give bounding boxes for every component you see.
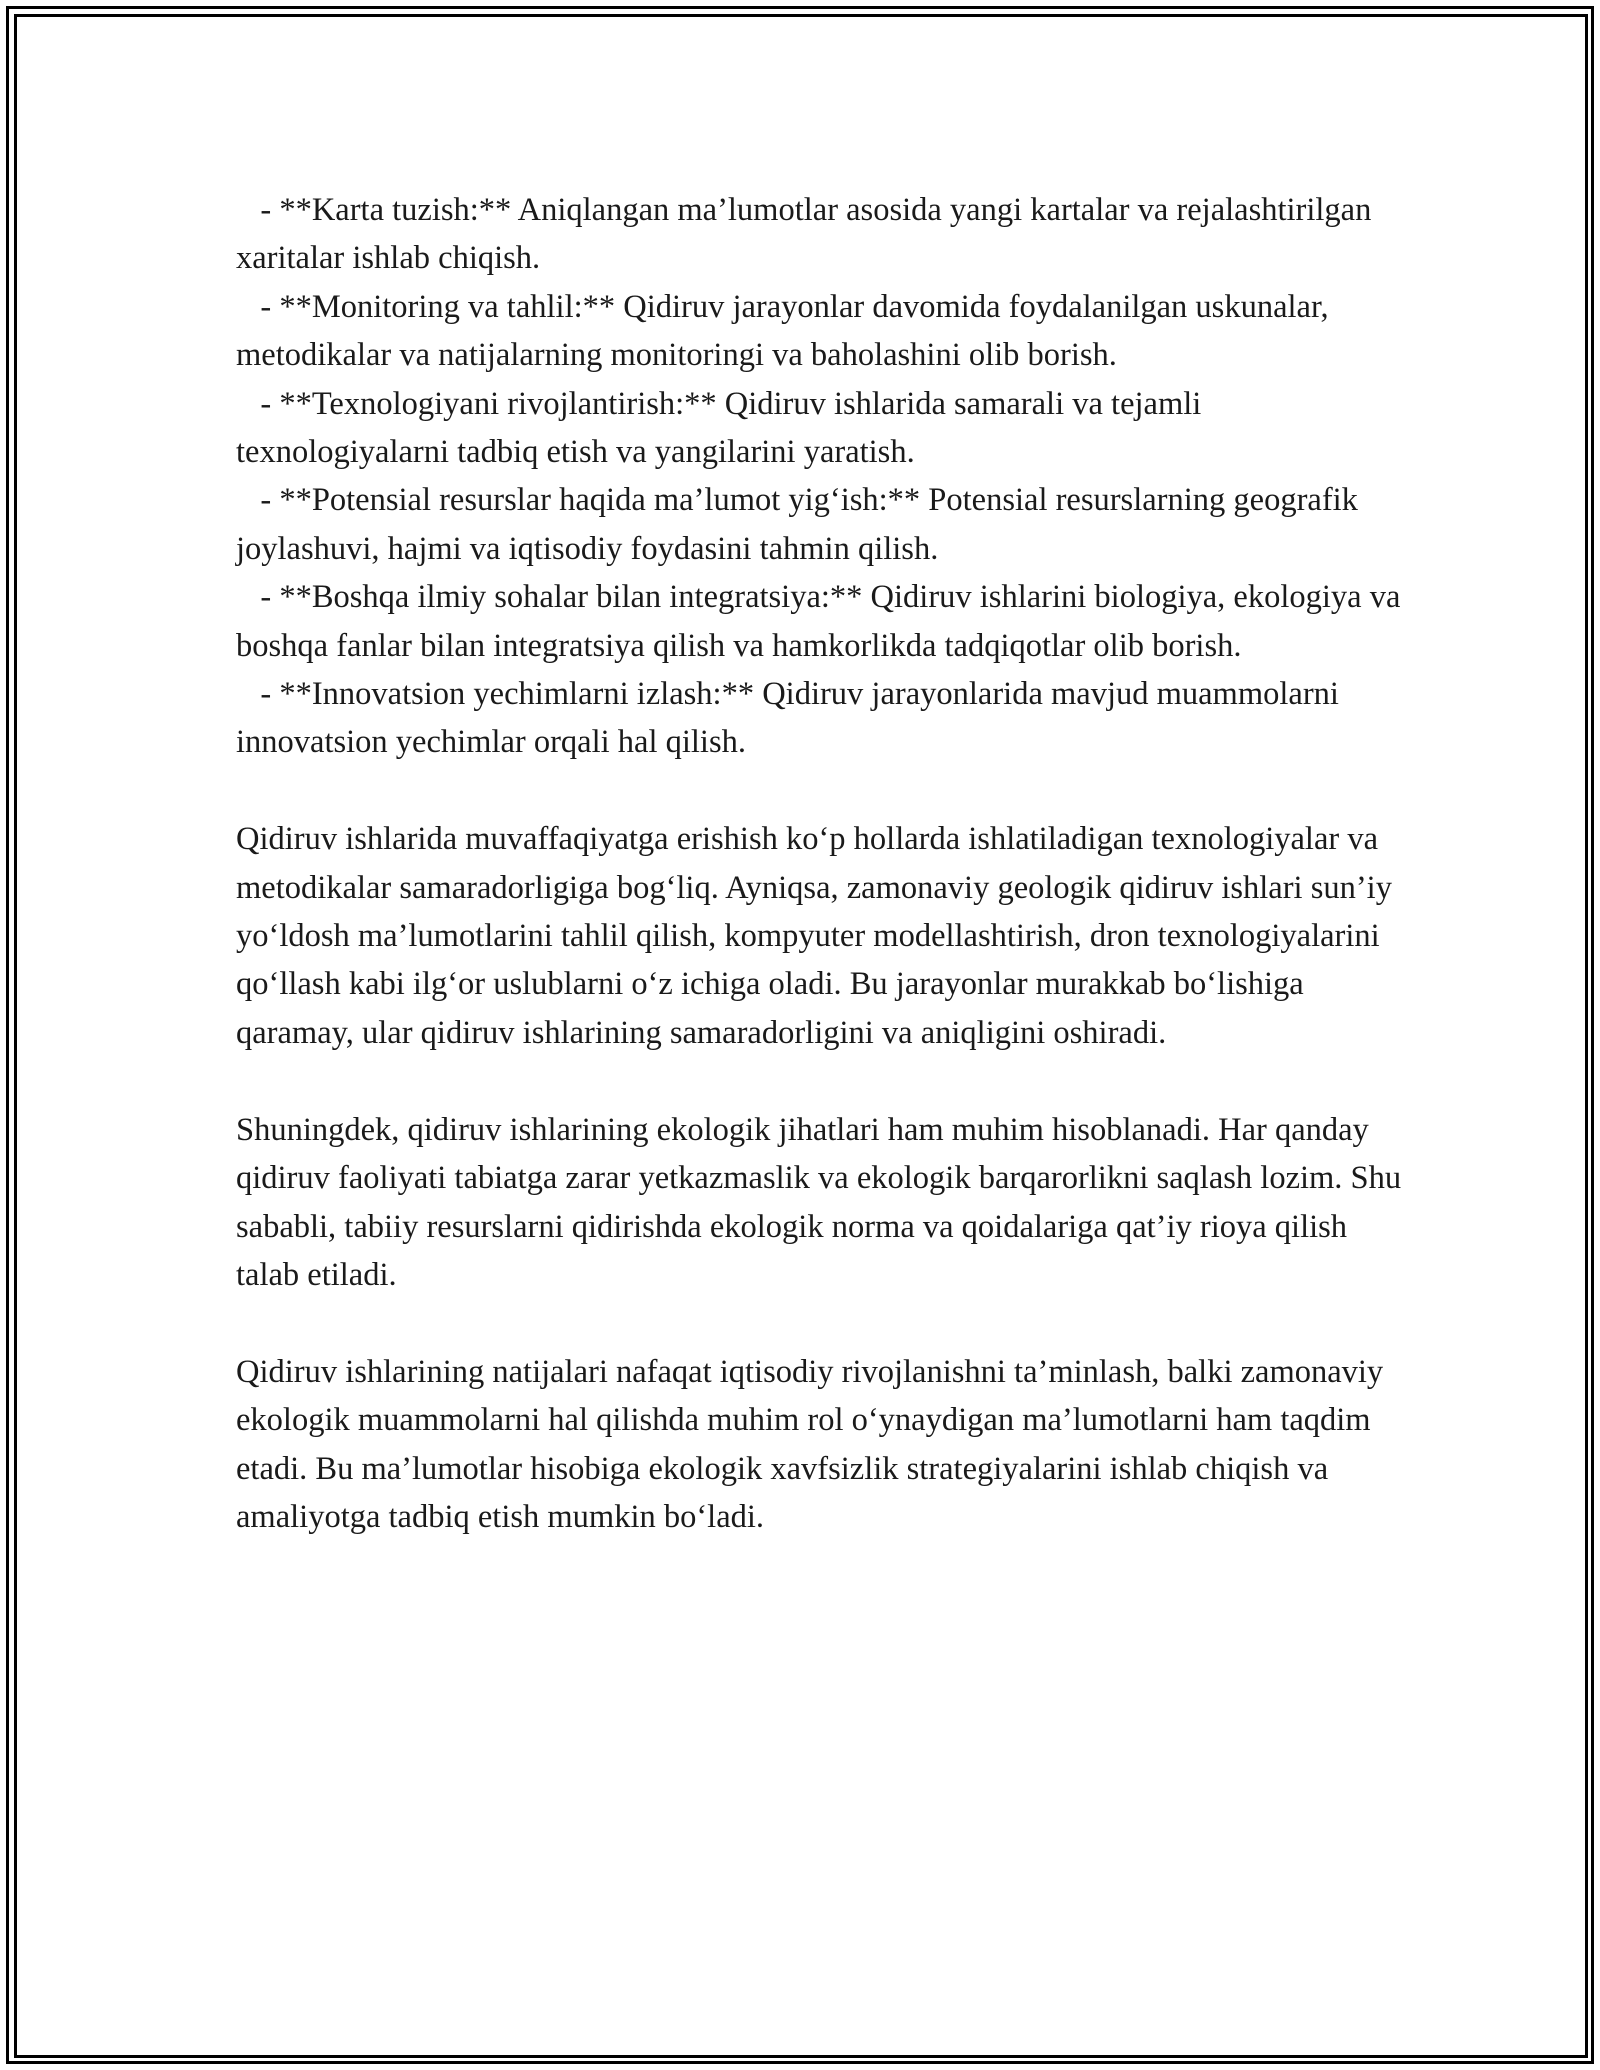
bullet-item-innovatsion: - **Innovatsion yechimlarni izlash:** Qidiruv jarayonlarida mavjud muammolarni innovatsion yechimlar orqali hal qilish. — [236, 676, 1348, 761]
paragraph-texnologiyalar: Qidiruv ishlarida muvaffaqiyatga erishish ko‘p hollarda ishlatiladigan texnologiyalar va metodikalar samaradorligiga bog‘liq. Ayniqsa, zamonaviy geologik qidiruv ishlari sun’iy yo‘ldosh ma’lumotlarini tahlil qilish, kompyuter modellashtirish, dron texnologiyalarini qo‘llash kabi ilg‘or uslublarni o‘z ichiga oladi. Bu jarayonlar murakkab bo‘lishiga qaramay, ular qidiruv ishlarining samaradorligini va aniqligini oshiradi. — [236, 821, 1392, 1051]
bullet-item-potensial-resurslar: - **Potensial resurslar haqida ma’lumot yig‘ish:** Potensial resurslarning geografik joylashuvi, hajmi va iqtisodiy foydasini tahmin qilish. — [236, 482, 1367, 567]
bullet-item-integratsiya: - **Boshqa ilmiy sohalar bilan integratsiya:** Qidiruv ishlarini biologiya, ekologiya va boshqa fanlar bilan integratsiya qilish va hamkorlikda tadqiqotlar olib borish. — [236, 579, 1409, 664]
bullet-item-texnologiya: - **Texnologiyani rivojlantirish:** Qidiruv ishlarida samarali va tejamli texnologiyalarni tadbiq etish va yangilarini yaratish. — [236, 385, 1210, 471]
paragraph-ekologik-jihatlar: Shuningdek, qidiruv ishlarining ekologik jihatlari ham muhim hisoblanadi. Har qanday qidiruv faoliyati tabiatga zarar yetkazmaslik va ekologik barqarorlikni saqlash lozim. Shu sababli, tabiiy resurslarni qidirishda ekologik norma va qoidalariga qat’iy rioya qilish talab etiladi. — [236, 1111, 1402, 1293]
bullet-item-karta-tuzish: - **Karta tuzish:** Aniqlangan ma’lumotlar asosida yangi kartalar va rejalashtirilgan xaritalar ishlab chiqish. — [236, 192, 1380, 277]
paragraph-natijalar: Qidiruv ishlarining natijalari nafaqat iqtisodiy rivojlanishni ta’minlash, balki zamonaviy ekologik muammolarni hal qilishda muhim rol o‘ynaydigan ma’lumotlarni ham taqdim etadi. Bu ma’lumotlar hisobiga ekologik xavfsizlik strategiyalarini ishlab chiqish va amaliyotga tadbiq etish mumkin bo‘ladi. — [236, 1353, 1384, 1535]
document-body — [236, 186, 1416, 1541]
bullet-item-monitoring: - **Monitoring va tahlil:** Qidiruv jarayonlar davomida foydalanilgan uskunalar, metodikalar va natijalarning monitoringi va baholashini olib borish. — [236, 288, 1337, 374]
